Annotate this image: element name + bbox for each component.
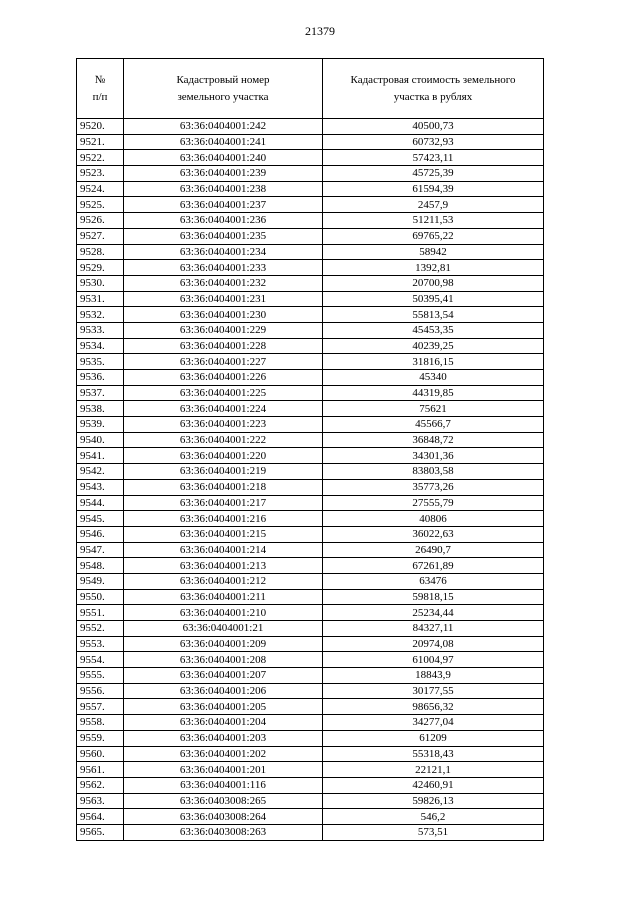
header-text: Кадастровая стоимость земельного [350,73,516,86]
cadastral-value-cell: 45453,35 [323,322,544,338]
table-row [77,181,544,197]
cadastral-value-cell: 84327,11 [323,621,544,637]
table-row [77,589,544,605]
cadastral-value-cell: 18843,9 [323,668,544,684]
cadastral-number-cell: 63:36:0404001:216 [124,511,323,527]
row-number-cell: 9547. [77,542,124,558]
row-number-cell: 9541. [77,448,124,464]
table-row [77,275,544,291]
cadastral-number-cell: 63:36:0404001:241 [124,134,323,150]
cadastral-number-cell: 63:36:0404001:223 [124,417,323,433]
header-cadastral-value [323,59,544,119]
row-number-cell: 9530. [77,275,124,291]
row-number-cell: 9546. [77,526,124,542]
row-number-cell: 9544. [77,495,124,511]
row-number-cell: 9545. [77,511,124,527]
table-row [77,652,544,668]
table-row [77,526,544,542]
row-number-cell: 9529. [77,260,124,276]
header-text: п/п [92,90,108,103]
cadastral-value-cell: 75621 [323,401,544,417]
cadastral-number-cell: 63:36:0404001:207 [124,668,323,684]
cadastral-value-cell: 61004,97 [323,652,544,668]
header-text: участка в рублях [393,90,473,103]
cadastral-value-cell: 55318,43 [323,746,544,762]
cadastral-number-cell: 63:36:0404001:217 [124,495,323,511]
table-row [77,448,544,464]
header-row-number [77,59,124,119]
row-number-cell: 9520. [77,119,124,135]
cadastral-value-cell: 69765,22 [323,228,544,244]
row-number-cell: 9565. [77,824,124,840]
table-row [77,668,544,684]
table-row [77,213,544,229]
row-number-cell: 9553. [77,636,124,652]
cadastral-number-cell: 63:36:0404001:210 [124,605,323,621]
table-row [77,699,544,715]
row-number-cell: 9533. [77,322,124,338]
table-row [77,370,544,386]
table-row [77,809,544,825]
row-number-cell: 9539. [77,417,124,433]
table-row [77,291,544,307]
header-text: Кадастровый номер [176,73,270,86]
table-row [77,621,544,637]
cadastral-number-cell: 63:36:0404001:203 [124,730,323,746]
cadastral-value-cell: 546,2 [323,809,544,825]
row-number-cell: 9542. [77,464,124,480]
table-row [77,479,544,495]
table-row [77,558,544,574]
cadastral-number-cell: 63:36:0404001:228 [124,338,323,354]
cadastral-number-cell: 63:36:0404001:222 [124,432,323,448]
cadastral-value-cell: 26490,7 [323,542,544,558]
table-row [77,322,544,338]
table-row [77,417,544,433]
cadastral-number-cell: 63:36:0404001:212 [124,573,323,589]
cadastral-value-cell: 61594,39 [323,181,544,197]
cadastral-value-cell: 57423,11 [323,150,544,166]
cadastral-number-cell: 63:36:0404001:205 [124,699,323,715]
cadastral-number-cell: 63:36:0404001:236 [124,213,323,229]
row-number-cell: 9551. [77,605,124,621]
cadastral-number-cell: 63:36:0404001:204 [124,715,323,731]
table-row [77,464,544,480]
table-row [77,354,544,370]
row-number-cell: 9562. [77,777,124,793]
table-row [77,385,544,401]
cadastral-number-cell: 63:36:0404001:224 [124,401,323,417]
cadastral-value-cell: 45725,39 [323,166,544,182]
table-row [77,605,544,621]
cadastral-number-cell: 63:36:0404001:209 [124,636,323,652]
cadastral-value-cell: 58942 [323,244,544,260]
header-text: земельного участка [177,90,269,103]
cadastral-value-cell: 83803,58 [323,464,544,480]
cadastral-number-cell: 63:36:0404001:239 [124,166,323,182]
table-row [77,715,544,731]
cadastral-value-cell: 40500,73 [323,119,544,135]
cadastral-number-cell: 63:36:0404001:214 [124,542,323,558]
cadastral-value-cell: 573,51 [323,824,544,840]
cadastral-value-cell: 51211,53 [323,213,544,229]
row-number-cell: 9525. [77,197,124,213]
row-number-cell: 9557. [77,699,124,715]
cadastral-number-cell: 63:36:0404001:237 [124,197,323,213]
cadastral-number-cell: 63:36:0404001:227 [124,354,323,370]
table-row [77,683,544,699]
cadastral-number-cell: 63:36:0404001:242 [124,119,323,135]
cadastral-value-cell: 44319,85 [323,385,544,401]
cadastral-value-cell: 2457,9 [323,197,544,213]
table-row [77,511,544,527]
row-number-cell: 9540. [77,432,124,448]
row-number-cell: 9531. [77,291,124,307]
table-row [77,573,544,589]
cadastral-value-cell: 59826,13 [323,793,544,809]
table-row [77,746,544,762]
row-number-cell: 9549. [77,573,124,589]
cadastral-number-cell: 63:36:0403008:263 [124,824,323,840]
row-number-cell: 9535. [77,354,124,370]
cadastral-number-cell: 63:36:0404001:208 [124,652,323,668]
row-number-cell: 9561. [77,762,124,778]
table-row [77,260,544,276]
header-text: № [94,73,106,86]
table-row [77,228,544,244]
row-number-cell: 9564. [77,809,124,825]
cadastral-number-cell: 63:36:0404001:213 [124,558,323,574]
table-row [77,166,544,182]
cadastral-number-cell: 63:36:0404001:225 [124,385,323,401]
row-number-cell: 9556. [77,683,124,699]
row-number-cell: 9555. [77,668,124,684]
row-number-cell: 9548. [77,558,124,574]
cadastral-value-cell: 40806 [323,511,544,527]
row-number-cell: 9558. [77,715,124,731]
table-row [77,793,544,809]
header-cadastral-number [124,59,323,119]
cadastral-value-cell: 27555,79 [323,495,544,511]
cadastral-value-cell: 22121,1 [323,762,544,778]
cadastral-number-cell: 63:36:0404001:116 [124,777,323,793]
table-row [77,150,544,166]
row-number-cell: 9559. [77,730,124,746]
table-row [77,762,544,778]
cadastral-number-cell: 63:36:0404001:240 [124,150,323,166]
cadastral-value-cell: 55813,54 [323,307,544,323]
cadastral-number-cell: 63:36:0404001:220 [124,448,323,464]
cadastral-number-cell: 63:36:0404001:211 [124,589,323,605]
cadastral-value-cell: 35773,26 [323,479,544,495]
table-row [77,777,544,793]
table-row [77,119,544,135]
cadastral-value-cell: 34277,04 [323,715,544,731]
row-number-cell: 9534. [77,338,124,354]
row-number-cell: 9527. [77,228,124,244]
cadastral-value-cell: 36022,63 [323,526,544,542]
cadastral-value-cell: 42460,91 [323,777,544,793]
table-row [77,495,544,511]
row-number-cell: 9536. [77,370,124,386]
table-row [77,401,544,417]
cadastral-value-cell: 30177,55 [323,683,544,699]
table-row [77,134,544,150]
table-row [77,307,544,323]
cadastral-number-cell: 63:36:0404001:233 [124,260,323,276]
row-number-cell: 9526. [77,213,124,229]
table-body [77,119,544,841]
row-number-cell: 9537. [77,385,124,401]
cadastral-number-cell: 63:36:0404001:234 [124,244,323,260]
table-row [77,824,544,840]
cadastral-value-cell: 20700,98 [323,275,544,291]
cadastral-value-cell: 20974,08 [323,636,544,652]
page-number: 21379 [305,24,335,38]
cadastral-number-cell: 63:36:0403008:264 [124,809,323,825]
cadastral-number-cell: 63:36:0404001:235 [124,228,323,244]
cadastral-value-cell: 98656,32 [323,699,544,715]
cadastral-value-cell: 67261,89 [323,558,544,574]
row-number-cell: 9552. [77,621,124,637]
table-row [77,730,544,746]
table-header-row [77,59,544,119]
row-number-cell: 9550. [77,589,124,605]
cadastral-value-cell: 63476 [323,573,544,589]
row-number-cell: 9543. [77,479,124,495]
table-row [77,244,544,260]
table-row [77,432,544,448]
cadastral-value-cell: 61209 [323,730,544,746]
cadastral-number-cell: 63:36:0404001:226 [124,370,323,386]
row-number-cell: 9563. [77,793,124,809]
cadastral-value-cell: 36848,72 [323,432,544,448]
cadastral-number-cell: 63:36:0404001:21 [124,621,323,637]
row-number-cell: 9532. [77,307,124,323]
cadastral-number-cell: 63:36:0404001:201 [124,762,323,778]
cadastral-number-cell: 63:36:0404001:206 [124,683,323,699]
table-row [77,197,544,213]
row-number-cell: 9528. [77,244,124,260]
cadastral-value-cell: 45566,7 [323,417,544,433]
cadastral-number-cell: 63:36:0403008:265 [124,793,323,809]
cadastral-number-cell: 63:36:0404001:230 [124,307,323,323]
row-number-cell: 9523. [77,166,124,182]
cadastral-number-cell: 63:36:0404001:219 [124,464,323,480]
cadastral-number-cell: 63:36:0404001:202 [124,746,323,762]
cadastral-number-cell: 63:36:0404001:232 [124,275,323,291]
cadastral-value-cell: 1392,81 [323,260,544,276]
row-number-cell: 9554. [77,652,124,668]
cadastral-number-cell: 63:36:0404001:215 [124,526,323,542]
cadastral-value-table [76,58,544,841]
row-number-cell: 9524. [77,181,124,197]
cadastral-value-cell: 45340 [323,370,544,386]
cadastral-value-cell: 34301,36 [323,448,544,464]
cadastral-value-cell: 50395,41 [323,291,544,307]
cadastral-number-cell: 63:36:0404001:231 [124,291,323,307]
row-number-cell: 9538. [77,401,124,417]
cadastral-number-cell: 63:36:0404001:238 [124,181,323,197]
row-number-cell: 9521. [77,134,124,150]
table-row [77,338,544,354]
table-row [77,542,544,558]
row-number-cell: 9522. [77,150,124,166]
cadastral-value-cell: 59818,15 [323,589,544,605]
cadastral-value-cell: 60732,93 [323,134,544,150]
cadastral-value-cell: 25234,44 [323,605,544,621]
cadastral-number-cell: 63:36:0404001:229 [124,322,323,338]
row-number-cell: 9560. [77,746,124,762]
cadastral-value-cell: 40239,25 [323,338,544,354]
cadastral-value-cell: 31816,15 [323,354,544,370]
cadastral-number-cell: 63:36:0404001:218 [124,479,323,495]
table-row [77,636,544,652]
